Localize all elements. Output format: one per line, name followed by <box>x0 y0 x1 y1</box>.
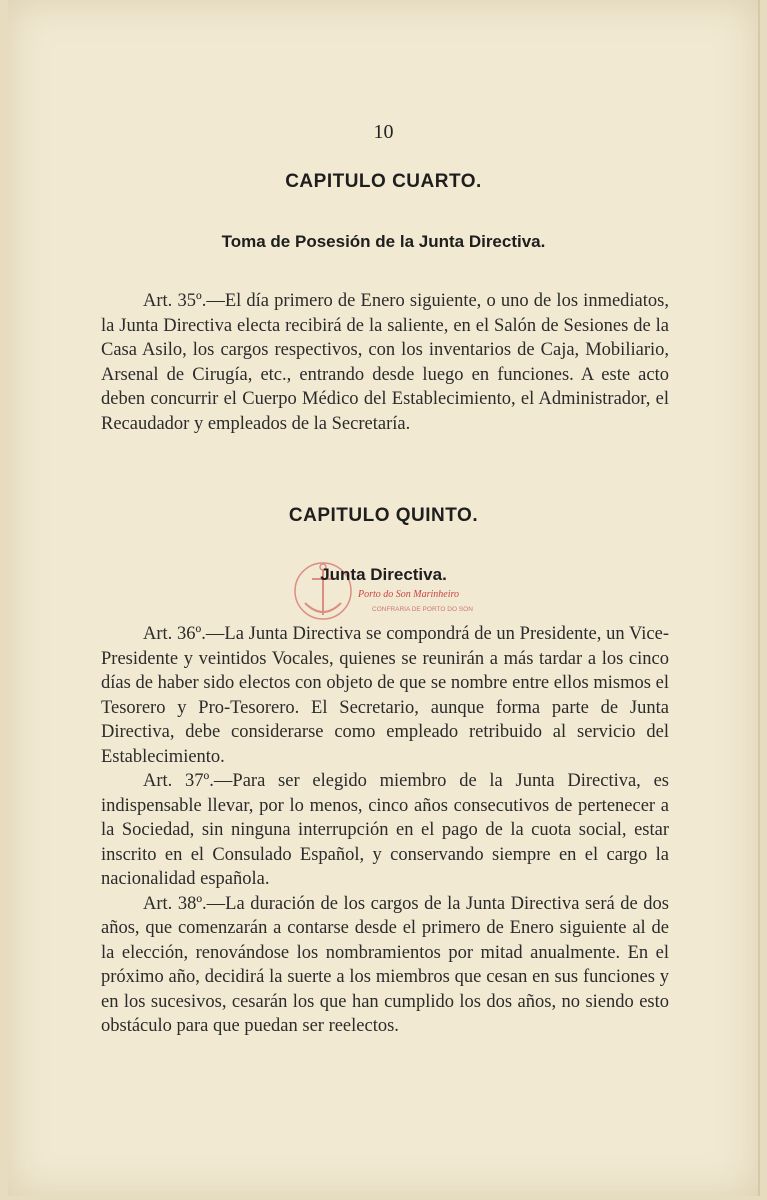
article-37: Art. 37º.—Para ser elegido miembro de la Junta Directiva, es indispensable llevar, por lo menos, cinco años consecutivos de pertenecer a la Sociedad, sin ninguna interrupción en el pago de la cuota social, estar inscrito en el Consulado Español, y conservando siempre en el cargo la nacionalidad española. <box>101 771 669 889</box>
chapter-four-subtitle: Toma de Posesión de la Junta Directiva. <box>221 232 546 251</box>
stamp-subtext: CONFRARIA DE PORTO DO SON <box>372 606 473 613</box>
chapter-five-subtitle: Junta Directiva. <box>320 565 447 584</box>
page-number: 10 <box>373 121 394 143</box>
article-38: Art. 38º.—La duración de los cargos de la Junta Directiva será de dos años, que comenzarán a contarse desde el primero de Enero siguiente al de la elección, renovándose los nombramientos por mitad anualmente. En el próximo año, decidirá la suerte a los miembros que cesan en sus funciones y en los sucesivos, cesarán los que han cumplido los dos años, no siendo esto obstáculo para que puedan ser reelectos. <box>101 893 669 1036</box>
stamp-text: Porto do Son Marinheiro <box>358 589 460 600</box>
chapter-four-title: CAPITULO CUARTO. <box>285 171 482 192</box>
article-35: Art. 35º.—El día primero de Enero siguiente, o uno de los inmediatos, la Junta Directiva electa recibirá de la saliente, en el Salón de Sesiones de la Casa Asilo, los cargos respectivos, con los inventarios de Caja, Mobiliario, Arsenal de Cirugía, etc., entrando desde luego en funciones. A este acto deben concurrir el Cuerpo Médico del Establecimiento, el Administrador, el Recaudador y empleados de la Secretaría. <box>101 291 669 434</box>
chapter-five-articles <box>101 622 669 1039</box>
chapter-five-title: CAPITULO QUINTO. <box>288 505 479 526</box>
article-36: Art. 36º.—La Junta Directiva se compondrá de un Presidente, un Vice-Presidente y veintidos Vocales, quienes se reunirán a más tardar a los cinco días de haber sido electos con objeto de que se nombre entre ellos mismos el Tesorero y Pro-Tesorero. El Secretario, aunque forma parte de Junta Directiva, debe considerarse como empleado retribuido al servicio del Establecimiento. <box>101 624 669 767</box>
